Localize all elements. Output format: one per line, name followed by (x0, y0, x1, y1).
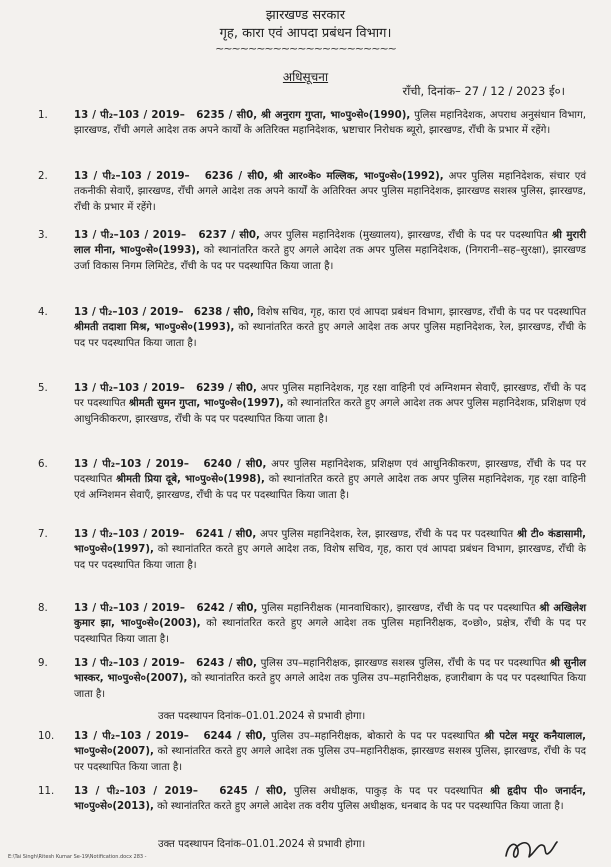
officer-name: श्री पटेल मयूर कनैयालाल, भा०पु०से०(2007), (74, 731, 586, 758)
item-number: 2. (38, 171, 48, 182)
reference-number: 13 / पी₂–103 / 2019– (74, 731, 189, 742)
item-number: 5. (38, 383, 48, 394)
item-text: को स्थानांतरित करते हुए अगले आदेश तक अपर पुलिस महानिदेशक, रेल, झारखण्ड, राँची के पद पर पदस्थापित किया जाता है। (74, 322, 586, 349)
effective-date-note: उक्त पदस्थापन दिनांक–01.01.2024 से प्रभावी होगा। (158, 711, 366, 722)
effective-date-note: उक्त पदस्थापन दिनांक–01.01.2024 से प्रभावी होगा। (158, 839, 366, 850)
officer-name: श्रीमती सुमन गुप्ता, भा०पु०से०(1997), (128, 398, 284, 410)
list-item (38, 228, 586, 274)
reference-number: 13 / पी₂–103 / 2019– (74, 110, 185, 121)
list-item (38, 601, 586, 647)
item-text: को स्थानांतरित करते हुए अगले आदेश तक पुलिस उप–महानिरीक्षक, झारखण्ड सशस्त्र पुलिस, झारखण्ड, राँची के पद पर पदस्थापित किया जाता है। (74, 746, 587, 773)
reference-number: 13 / पी₂–103 / 2019– (74, 171, 190, 182)
reference-number: 13 / पी₂–103 / 2019– (74, 529, 185, 540)
footer-file-path: E:\Tai Singh\Ritesh Kumar Se-19\Notification.docx 283 - (8, 854, 147, 860)
item-text-pre: पुलिस अधीक्षक, पाकुड़ के पद पर पदस्थापित (293, 786, 483, 797)
item-number: 8. (38, 603, 48, 614)
item-text-pre: अपर पुलिस महानिदेशक (मुख्यालय), झारखण्ड, राँची के पद पर पदस्थापित (264, 230, 548, 241)
reference-number: 13 / पी₂–103 / 2019– (74, 307, 184, 318)
item-text: को स्थानांतरित करते हुए अगले आदेश तक पुलिस महानिरीक्षक, द०छो०, प्रक्षेत्र, राँची के पद पर पदस्थापित किया जाता है। (74, 618, 586, 645)
list-item (38, 656, 586, 702)
officer-name: श्री अनुराग गुप्ता, भा०पु०से०(1990), (260, 110, 411, 121)
officer-name: श्री मुरारी लाल मीना, भा०पु०से०(1993), (74, 230, 587, 257)
officer-name: श्री आर०के० मल्लिक, भा०पु०से०(1992), (272, 171, 444, 182)
list-item (38, 108, 586, 139)
list-item (38, 784, 586, 815)
list-item (38, 729, 586, 775)
list-item (38, 169, 586, 215)
item-text: को स्थानांतरित करते हुए अगले आदेश तक, विशेष सचिव, गृह, कारा एवं आपदा प्रबंधन विभाग, झारखण्ड, राँची के पद पर पदस्थापित किया जाता है। (74, 544, 586, 571)
order-number: 6245 / सी0, (219, 786, 287, 797)
order-number: 6241 / सी0, (195, 529, 257, 540)
signature-icon (500, 832, 560, 866)
item-text: पुलिस महानिदेशक, अपराध अनुसंधान विभाग, झारखण्ड, राँची अगले आदेश तक अपने कार्यों के अतिरिक्त महानिदेशक, भ्रष्टाचार निरोधक ब्यूरो, झारखण्ड, राँची के प्रभार में रहेंगे। (74, 110, 587, 137)
order-number: 6235 / सी0, (196, 110, 258, 121)
order-number: 6240 / सी0, (203, 459, 267, 470)
officer-name: श्री हृदीप पी० जनार्दन, भा०पु०से०(2013), (74, 786, 587, 813)
reference-number: 13 / पी₂–103 / 2019– (74, 603, 185, 614)
item-text-pre: अपर पुलिस महानिदेशक, प्रशिक्षण एवं आधुनिकीकरण, झारखण्ड, राँची के पद पर पदस्थापित (74, 459, 586, 486)
letterhead (0, 8, 611, 55)
department-name: गृह, कारा एवं आपदा प्रबंधन विभाग। (219, 26, 392, 41)
item-number: 6. (38, 459, 48, 470)
decorative-divider: ~~~~~~~~~~~~~~~~~~~~~~ (215, 42, 396, 55)
item-text: को स्थानांतरित करते हुए अगले आदेश तक वरीय पुलिस अधीक्षक, धनबाद के पद पर पदस्थापित किया जाता है। (157, 801, 564, 813)
item-text: को स्थानांतरित करते हुए अगले आदेश तक अपर पुलिस महानिदेशक, गृह रक्षा वाहिनी एवं अग्निशमन सेवाएँ, झारखण्ड, राँची के पद पर पदस्थापित किया जाता है। (74, 474, 586, 501)
order-number: 6243 / सी0, (196, 658, 257, 669)
government-name: झारखण्ड सरकार (265, 8, 346, 23)
item-number: 7. (38, 529, 48, 540)
item-text: को स्थानांतरित करते हुए अगले आदेश तक अपर पुलिस महानिदेशक, प्रशिक्षण एवं आधुनिकीकरण, झारखण्ड, राँची के पद पर पदस्थापित किया जाता है। (74, 398, 587, 425)
item-text-pre: पुलिस उप–महानिरीक्षक, बोकारो के पद पर पदस्थापित (271, 731, 480, 742)
reference-number: 13 / पी₂–103 / 2019– (74, 383, 185, 394)
order-number: 6244 / सी0, (203, 731, 267, 742)
list-item (38, 305, 586, 351)
item-text: को स्थानांतरित करते हुए अगले आदेश तक पुलिस उप–महानिरीक्षक, हजारीबाग के पद पर पदस्थापित किया जाता है। (74, 673, 586, 700)
reference-number: 13 / पी₂–103 / 2019– (74, 230, 187, 241)
item-text-pre: पुलिस महानिरीक्षक (मानवाधिकार), झारखण्ड, राँची के पद पर पदस्थापित (261, 603, 536, 614)
list-item (38, 527, 586, 573)
item-text-pre: अपर पुलिस महानिदेशक, रेल, झारखण्ड, राँची के पद पर पदस्थापित (260, 529, 514, 540)
dateline: राँची, दिनांक– 27 / 12 / 2023 ई०। (402, 84, 565, 98)
item-number: 10. (38, 731, 55, 742)
list-item (38, 381, 586, 427)
item-text-pre: अपर पुलिस महानिदेशक, गृह रक्षा वाहिनी एवं अग्निशमन सेवाएँ, झारखण्ड, राँची के पद पर पदस्थापित (74, 383, 586, 410)
officer-name: श्रीमती तदाशा मिश्र, भा०पु०से०(1993), (74, 322, 235, 334)
officer-name: श्री अखिलेश कुमार झा, भा०पु०से०(2003), (74, 603, 587, 630)
item-text: अपर पुलिस महानिदेशक, संचार एवं तकनीकी सेवाएँ, झारखण्ड, राँची अगले आदेश तक अपने कार्यों के अतिरिक्त अपर पुलिस महानिदेशक, झारखण्ड सशस्त्र पुलिस, झारखण्ड, राँची के प्रभार में रहेंगे। (74, 171, 587, 213)
list-item (38, 457, 586, 503)
reference-number: 13 / पी₂–103 / 2019– (74, 786, 198, 797)
order-number: 6237 / सी0, (198, 230, 260, 241)
item-number: 3. (38, 230, 48, 241)
item-text: को स्थानांतरित करते हुए अगले आदेश तक अपर पुलिस महानिदेशक, (निगरानी–सह–सुरक्षा), झारखण्ड उर्जा विकास निगम लिमिटेड, राँची के पद पर पदस्थापित किया जाता है। (74, 245, 586, 272)
notification-title: अधिसूचना (282, 70, 329, 84)
order-number: 6239 / सी0, (196, 383, 257, 394)
item-number: 9. (38, 658, 48, 669)
item-number: 1. (38, 110, 48, 121)
order-number: 6236 / सी0, (204, 171, 268, 182)
reference-number: 13 / पी₂–103 / 2019– (74, 459, 189, 470)
officer-name: श्रीमती प्रिया दूबे, भा०पु०से०(1998), (116, 474, 265, 486)
item-number: 11. (38, 786, 55, 797)
order-number: 6238 / सी0, (193, 307, 254, 318)
officer-name: श्री टी० कंडासामी, भा०पु०से०(1997), (74, 529, 586, 556)
officer-name: श्री सुनील भास्कर, भा०पु०से०(2007), (74, 658, 587, 685)
item-text-pre: पुलिस उप–महानिरीक्षक, झारखण्ड सशस्त्र पुलिस, राँची के पद पर पदस्थापित (260, 658, 547, 669)
reference-number: 13 / पी₂–103 / 2019– (74, 658, 185, 669)
item-text-pre: विशेष सचिव, गृह, कारा एवं आपदा प्रबंधन विभाग, झारखण्ड, राँची के पद पर पदस्थापित (257, 307, 587, 318)
order-number: 6242 / सी0, (196, 603, 258, 614)
item-number: 4. (38, 307, 48, 318)
